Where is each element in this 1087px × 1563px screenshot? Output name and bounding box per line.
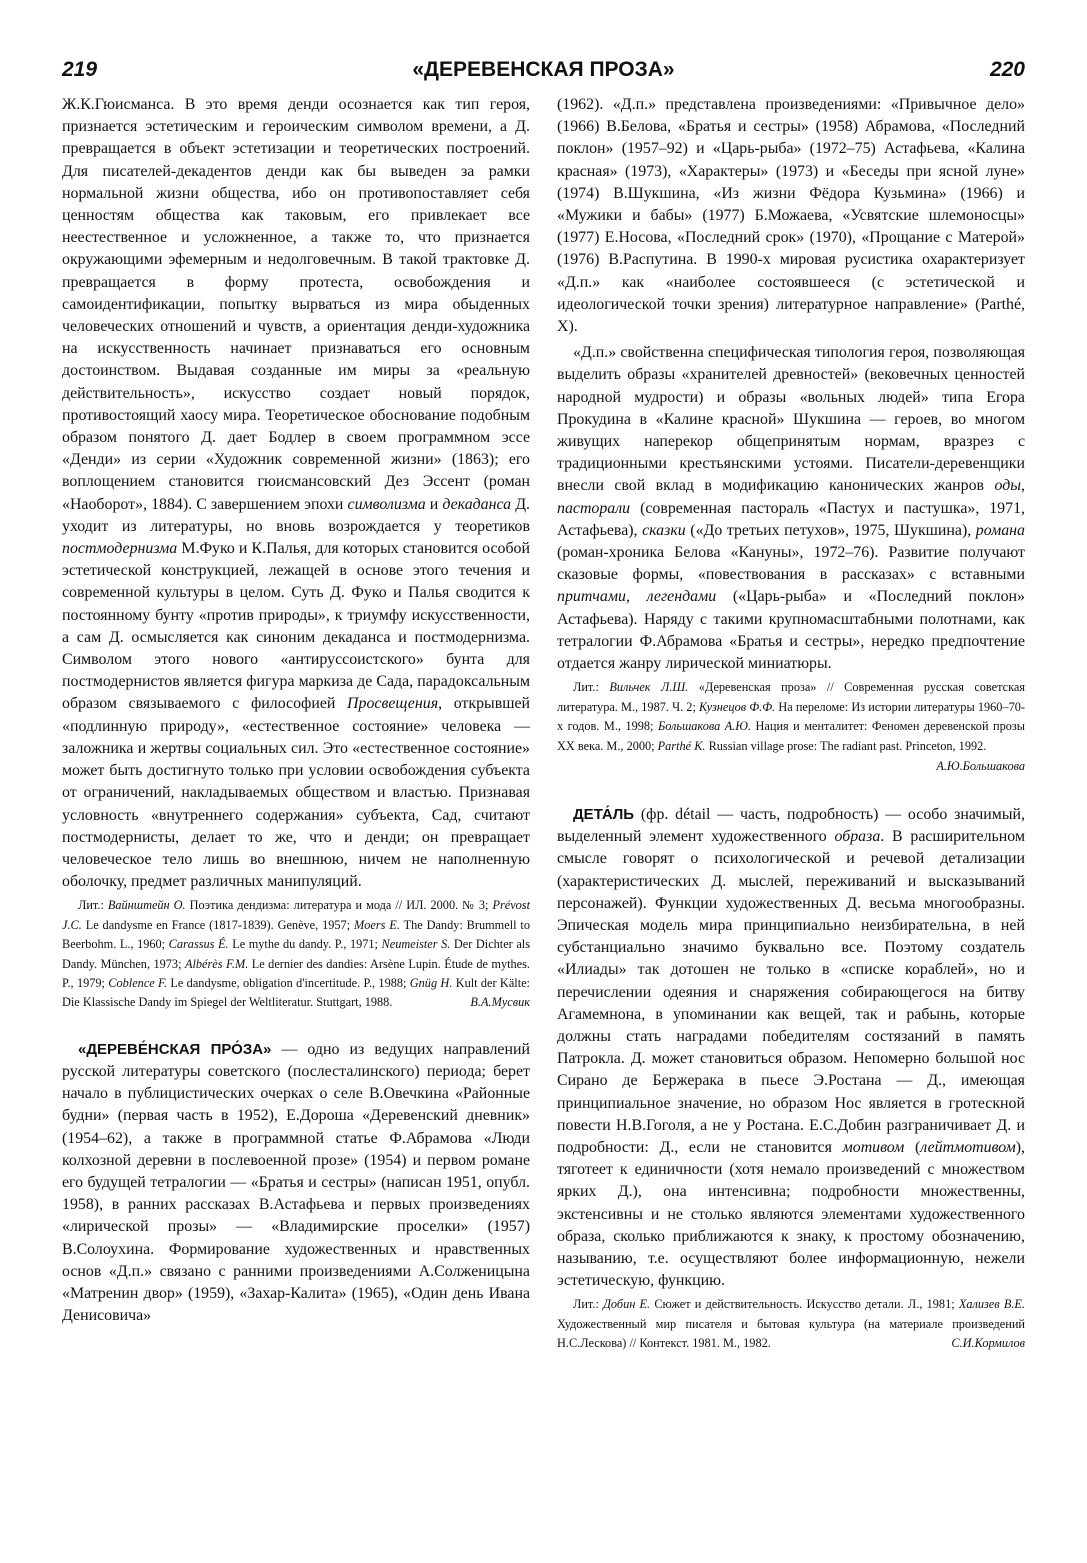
bibliography-derevenskaya-proza: Лит.: Вильчек Л.Ш. «Деревенская проза» // Современная русская советская литература. М., 1987. Ч. 2; Кузнецов Ф.Ф. На переломе: Из истории литературы 1960–70-х годов. М., 1998; Большакова А.Ю. Нация и менталитет: Феномен деревенской прозы XX века. М., 2000; Parthé K. Russian village prose: The radiant past. Princeton, 1992. bbox=[557, 680, 1026, 753]
article-detal: ДЕТА́ЛЬ (фр. détail — часть, подробность) — особо значимый, выделенный элемент художественного образа. В расширительном смысле говорят о психологической и речевой детализации (характеристических Д. мыслей, переживаний и высказываний персонажей). Функции художественных Д. весьма многообразны. Эпическая модель мира принципиально неизбирательна, в ней субстанциально значимо буквально все. Поэтому создатель «Илиады» так дотошен не только в «списке кораблей», но и перечислении одеяния и снаряжения собирающегося на битву Агамемнона, в упоминании как вещей, так и рабынь, которые должны стать наградами победителям состязаний в память Патрокла. Д. может становиться образом. Непомерно большой нос Сирано де Бержерака в пьесе Э.Ростана — Д., имеющая принципиальное значение, но образом Нос является в гротескной повести Н.В.Гоголя, а не у Ростана. Е.С.Добин разграничивает Д. и подробности: Д., если не становится мотивом (лейтмотивом), тяготеет к единичности (хотя немало произведений с множеством ярких Д.), она интенсивна; подробности множественны, экстенсивны и не столько являются элементами художественного образа, сколько приближаются к знаку, к простому обозначению, называнию, т.е. осуществляют более информационную, нежели эстетическую, функцию. bbox=[557, 805, 1026, 1290]
running-header bbox=[62, 58, 1025, 88]
article-dendi-continuation: Ж.К.Гюисманса. В это время денди осознается как тип героя, признается эстетическим и героическим символом времени, а Д. превращается в объект эстетизации и теоретических построений. Для писателей-декадентов денди как бы выведен за рамки нормальной жизни общества, ибо он противопоставляет себя ценностям общества как таковым, его привлекает все неестественное и усложненное, а также то, что признается окружающими эфемерным и недолговечным. В такой трактовке Д. превращается в форму протеста, освобождения и самоидентификации, попытку вырваться из мира обыденных человеческих отношений и чувств, а ориентация денди-художника на искусственность начинает признаваться его основным достоинством. Выдавая созданные им миры за «реальную действительность», искусство создает новый порядок, противостоящий хаосу мира. Теоретическое обоснование подобным образом понятого Д. дает Бодлер в своем программном эссе «Денди» из серии «Художник современной жизни» (1863); его воплощением становится гюисмансовский Дез Эссент (роман «Наоборот», 1884). С завершением эпохи символизма и декаданса Д. уходит из литературы, но вновь возрождается у теоретиков постмодернизма М.Фуко и К.Палья, для которых становится особой эстетической конструкцией, лежащей в основе этого течения и современной культуры в целом. Суть Д. Фуко и Палья сводится к постоянному бунту «против природы», к триумфу искусственности, а сам Д. осмысляется как синоним декаданса и постмодернизма. Символом этого нового «антируссоистского» бунта для постмодернистов является фигура маркиза де Сада, парадоксальным образом связываемого с философией Просвещения, открывшей «подлинную природу», «естественное состояние» человека — заложника и жертвы социальных сил. Это «естественное состояние» может быть достигнуто только при условии освобождения субъекта от ограничений, накладываемых обществом и властью. Признавая условность «внутреннего содержания» субъекта, Сад, считают постмодернисты, делает то же, что и денди; он превращает человеческое тело лишь во внешнюю, ничем не наполненную оболочку, предмет различных манипуляций. bbox=[62, 96, 531, 891]
article-author: С.И.Кормилов bbox=[951, 1336, 1025, 1351]
page-number-right: 220 bbox=[989, 58, 1025, 81]
article-derevenskaya-proza-continuation: (1962). «Д.п.» представлена произведениями: «Привычное дело» (1966) В.Белова, «Братья и сестры» (1958) Абрамова, «Последний поклон» (1957–92) и «Царь-рыба» (1972–75) Астафьева, «Калина красная» (1973), «Характеры» (1973) и «Беседы при ясной луне» (1974) В.Шукшина, «Из жизни Фёдора Кузьмина» (1966) и «Мужики и бабы» (1977) Б.Можаева, «Усвятские шлемоносцы» (1977) Е.Носова, «Последний срок» (1970), «Прощание с Матерой» (1976) В.Распутина. В 1990-х мировая русистика охарактеризует «Д.п.» как «наиболее состоявшееся (с эстетической и идеологической точки зрения) литературное направление» (Parthé, X). bbox=[557, 96, 1025, 336]
running-title: «ДЕРЕВЕНСКАЯ ПРОЗА» bbox=[412, 58, 675, 81]
entry-headword: ДЕТА́ЛЬ bbox=[573, 805, 635, 823]
spacer bbox=[62, 1013, 530, 1039]
article-derevenskaya-proza: «ДЕРЕВЕ́НСКАЯ ПРО́ЗА» — одно из ведущих направлений русской литературы советского (послесталинского) периода; берет начало в публицистических очерках о селе В.Овечкина «Районные будни» (первая часть в 1952), Е.Дороша «Деревенский дневник» (1954–62), а также в программной статье Ф.Абрамова «Люди колхозной деревни в послевоенной прозе» (1954) и первом романе его будущей тетралогии — «Братья и сестры» (написан 1951, опубл. 1958), в ранних рассказах В.Астафьева и первых произведениях «лирической прозы» — «Владимирские проселки» (1957) В.Солоухина. Формирование художественных и нравственных основ «Д.п.» связано с ранними произведениями А.Солженицына «Матренин двор» (1959), «Захар-Калита» (1965), «Один день Ивана Денисовича» bbox=[62, 1040, 530, 1325]
bibliography-dendi: Лит.: Вайнштейн О. Поэтика дендизма: литература и мода // ИЛ. 2000. № 3; Prévost J.C. Le dandysme en France (1817-1839). Genève, 1957; Moers E. The Dandy: Brummell to Beerbohm. L., 1960; Carassus É. Le mythe du dandy. P., 1971; Neumeister S. Der Dichter als Dandy. München, 1973; Albérès F.M. Le dernier des dandies: Arsène Lupin. Étude de mythes. P., 1979; Coblence F. Le dandysme, obligation d'incertitude. P., 1988; Gnüg H. Kult der Kälte: Die Klassische Dandy im Spiegel der Weltliteratur. Stuttgart, 1988. В.А.Мусвик bbox=[62, 896, 530, 1012]
article-author: В.А.Мусвик bbox=[470, 995, 530, 1010]
left-column bbox=[62, 94, 530, 1327]
spacer bbox=[557, 776, 1025, 804]
page-number-left: 219 bbox=[62, 58, 98, 81]
article-paragraph: «Д.п.» свойственна специфическая типология героя, позволяющая выделить образы «хранителей древностей» (вековечных ценностей народной мудрости) и образы «вольных людей» типа Егора Прокудина в «Калине красной» Шукшина — героев, во многом живущих наперекор общепринятым нормам, вразрез с традиционными крестьянскими устоями. Писатели-деревенщики внесли свой вклад в модификацию канонических жанров оды, пасторали (современная пастораль «Пастух и пастушка», 1971, Астафьева), сказки («До третьих петухов», 1975, Шукшина), романа (роман-хроника Белова «Кануны», 1972–76). Развитие получают сказовые формы, «повествования в рассказах» с вставными притчами, легендами («Царь-рыба» и «Последний поклон» Астафьева). Наряду с такими крупномасштабными полотнами, как тетралогии Ф.Абрамова «Братья и сестры», нередко предпочтение отдается жанру лирической миниатюры. bbox=[557, 344, 1026, 673]
bibliography-detal: Лит.: Добин Е. Сюжет и действительность. Искусство детали. Л., 1981; Хализев В.Е. Художественный мир писателя и бытовая культура (на материале произведений Н.С.Лескова) // Контекст. 1981. М., 1982. С.И.Кормилов bbox=[557, 1295, 1025, 1353]
entry-headword: «ДЕРЕВЕ́НСКАЯ ПРО́ЗА» bbox=[78, 1040, 272, 1058]
article-author: А.Ю.Большакова bbox=[936, 758, 1025, 773]
right-column bbox=[557, 94, 1025, 1354]
